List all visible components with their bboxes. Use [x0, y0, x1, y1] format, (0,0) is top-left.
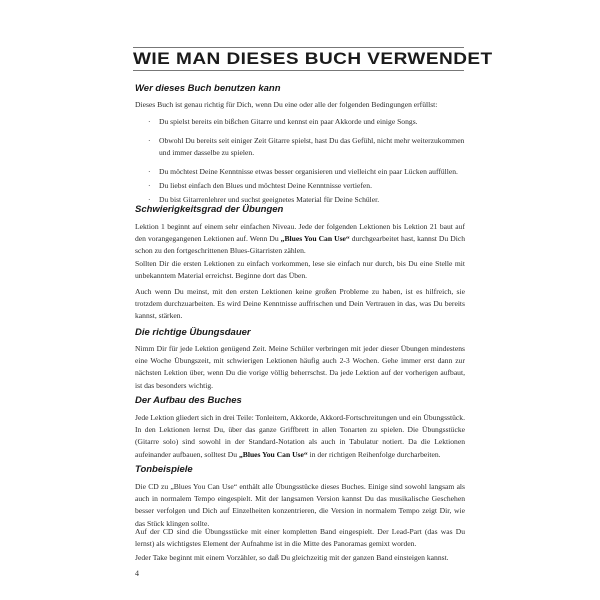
paragraph: Nimm Dir für jede Lektion genügend Zeit. Meine Schüler verbringen mit jeder dieser Übungen mindestens eine Woche Übungszeit, mit schwierigen Lektionen häufig auch 2-3 Wochen. Gehe immer erst dann zur nächsten Lektion über, wenn Du die vorige völlig beherrschst. Da jede Lektion auf der vorherigen aufbaut, ist das besonders wichtig.: [135, 344, 465, 390]
bullet-icon: ·: [148, 117, 151, 126]
page-title: WIE MAN DIESES BUCH VERWENDET: [133, 49, 493, 68]
bullet-icon: ·: [148, 167, 151, 176]
section-intro-paragraph: Dieses Buch ist genau richtig für Dich, wenn Du eine oder alle der folgenden Bedingungen erfüllst:: [135, 100, 438, 109]
list-item: · Du möchtest Deine Kenntnisse etwas besser organisieren und vielleicht ein paar Lücken auffüllen.: [148, 166, 468, 178]
paragraph: Auf der CD sind die Übungsstücke mit einer kompletten Band eingespielt. Der Lead-Part (das was Du lernst) als wichtigstes Element der Aufnahme ist in die Mitte des Panoramas gemixt worden.: [135, 527, 465, 549]
list-item: · Du spielst bereits ein bißchen Gitarre und kennst ein paar Akkorde und einige Songs.: [148, 116, 468, 128]
title-top-rule: [133, 47, 464, 48]
list-item: · Du liebst einfach den Blues und möchtest Deine Kenntnisse vertiefen.: [148, 180, 468, 192]
bullet-icon: ·: [148, 181, 151, 190]
paragraph: Jeder Take beginnt mit einem Vorzähler, so daß Du gleichzeitig mit der ganzen Band einsteigen kannst.: [135, 553, 449, 562]
section-heading-book-structure: Der Aufbau des Buches: [135, 395, 242, 406]
page-title-block: [133, 47, 493, 71]
paragraph: Sollten Dir die ersten Lektionen zu einfach vorkommen, lese sie einfach nur durch, bis Du eine Stelle mit unbekanntem Material erreichst. Beginne dort das Üben.: [135, 259, 465, 281]
title-bottom-rule: [133, 70, 464, 71]
list-item: · Du bist Gitarrenlehrer und suchst geeignetes Material für Deine Schüler.: [148, 194, 468, 206]
section-heading-audio-examples: Tonbeispiele: [135, 464, 193, 475]
bullet-icon: ·: [148, 195, 151, 204]
bullet-icon: ·: [148, 136, 151, 145]
list-item: · Obwohl Du bereits seit einiger Zeit Gitarre spielst, hast Du das Gefühl, nicht mehr weiterzukommen und immer dasselbe zu spielen.: [148, 136, 465, 158]
section-heading-difficulty: Schwierigkeitsgrad der Übungen: [135, 204, 284, 215]
paragraph: Lektion 1 beginnt auf einem sehr einfachen Niveau. Jede der folgenden Lektionen bis Lektion 21 baut auf den vorangegangenen Lektionen auf. Wenn Du „Blues You Can Use“ durchgearbeitet hast, kannst Du Dich schon zu den fortgeschrittenen Blues-Gitarristen zählen.: [135, 222, 465, 256]
section-heading-practice-duration: Die richtige Übungsdauer: [135, 327, 251, 338]
paragraph: Jede Lektion gliedert sich in drei Teile: Tonleitern, Akkorde, Akkord-Fortschreitungen und ein Übungsstück. In den Lektionen lernst Du, über das ganze Griffbrett in allen Tonarten zu spielen. Die Übungsstücke (Gitarre solo) sind sowohl in der Standard-Notation als auch in Tabulatur notiert. Da die Lektionen aufeinander aufbauen, solltest Du „Blues You Can Use“ in der richtigen Reihenfolge durcharbeiten.: [135, 413, 465, 459]
paragraph: Auch wenn Du meinst, mit den ersten Lektionen keine großen Probleme zu haben, ist es hilfreich, sie trotzdem durchzuarbeiten. Es wird Deine Kenntnisse auffrischen und Dein Vertrauen in das, was Du bereits kannst, stärken.: [135, 287, 465, 321]
paragraph: Die CD zu „Blues You Can Use“ enthält alle Übungsstücke dieses Buches. Einige sind sowohl langsam als auch in normalem Tempo eingespielt. Mit der langsamen Version kannst Du das musikalische Geschehen besser verfolgen und Dich auf Einzelheiten konzentrieren, die Version in normalem Tempo zeigt Dir, wie das Stück klingen sollte.: [135, 482, 465, 528]
section-heading-audience: Wer dieses Buch benutzen kann: [135, 83, 281, 94]
page-number: 4: [135, 569, 139, 578]
